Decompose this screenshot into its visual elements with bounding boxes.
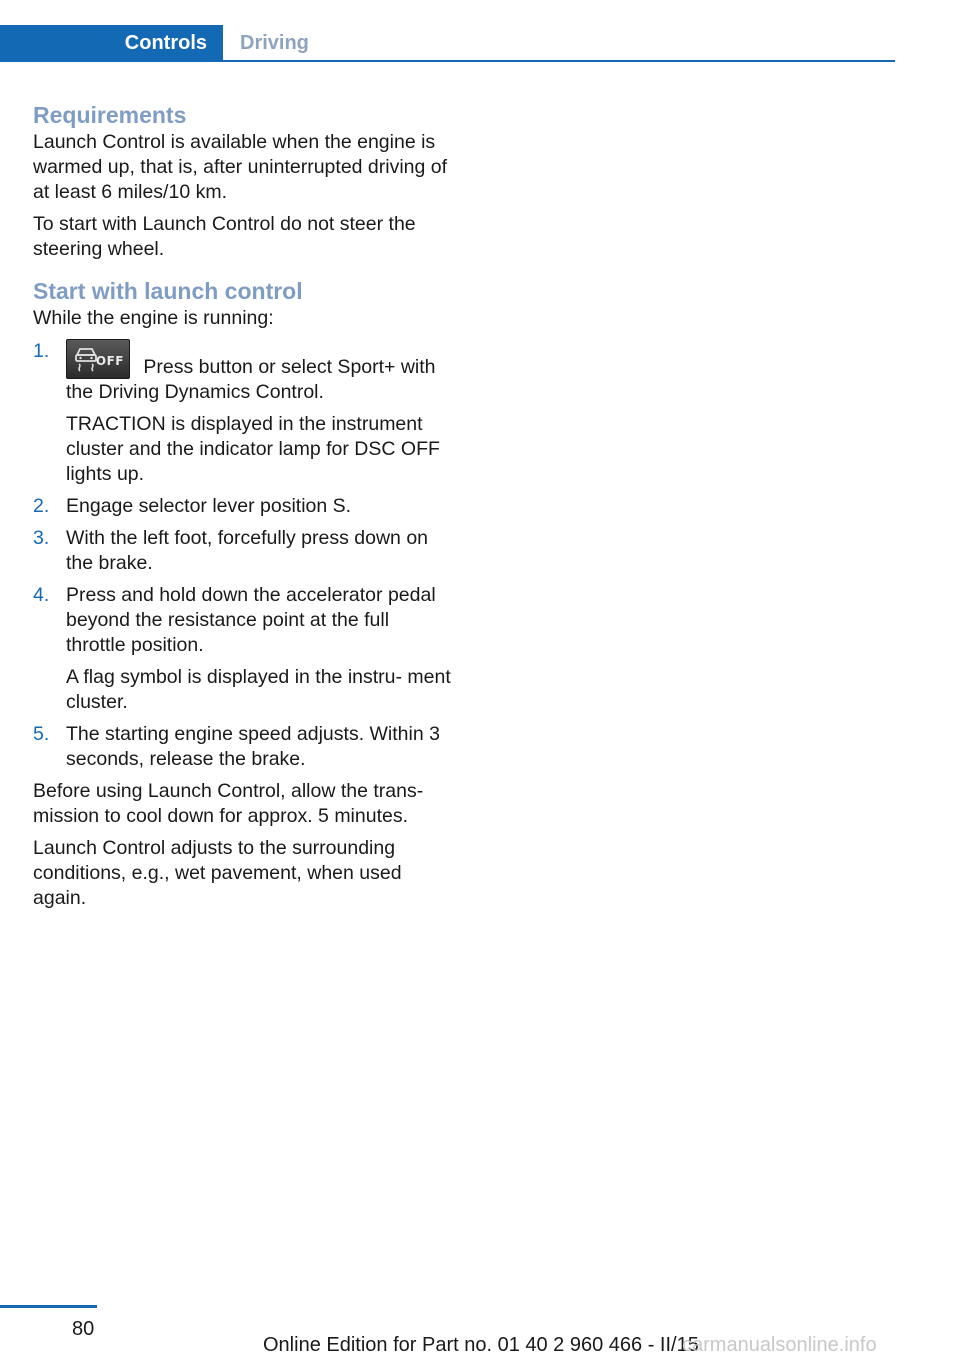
step-number: 5. [33,723,50,745]
steps-list [33,339,453,772]
step-text: Engage selector lever position S. [66,495,352,517]
list-item [33,494,453,519]
tab-driving[interactable]: Driving [240,31,309,54]
off-label: OFF [95,354,124,368]
list-item [33,583,453,715]
start-launch-control-heading: Start with launch control [33,278,303,304]
header-rule [0,60,895,62]
dsc-off-button-icon [66,339,130,379]
step-text: The starting engine speed adjusts. Within 3 seconds, release the brake. [66,723,440,770]
list-item [33,526,453,576]
list-item [33,722,453,772]
page-number: 80 [72,1318,95,1340]
step-subtext: A flag symbol is displayed in the instru‐ ment cluster. [66,666,451,713]
tab-controls[interactable]: Controls [0,25,223,61]
step-number: 1. [33,340,50,362]
page-content [33,100,453,918]
after-paragraph: Before using Launch Control, allow the trans‐ mission to cool down for approx. 5 minutes. [33,780,424,827]
footer-rule [0,1305,97,1308]
list-item [33,339,453,487]
chapter-tab-bar [0,25,895,63]
edition-text: Online Edition for Part no. 01 40 2 960 466 - II/15 [263,1334,699,1356]
step-number: 2. [33,495,50,517]
start-intro: While the engine is running: [33,307,274,329]
step-text: Press and hold down the accelerator pedal beyond the resistance point at the full throttle position. [66,584,436,656]
requirements-paragraph: To start with Launch Control do not steer the steering wheel. [33,213,416,260]
watermark: carmanualsonline.info [682,1334,877,1356]
step-number: 4. [33,584,50,606]
step-subtext: TRACTION is displayed in the instrument cluster and the indicator lamp for DSC OFF lights up. [66,413,440,485]
after-paragraph: Launch Control adjusts to the surrounding conditions, e.g., wet pavement, when used again. [33,837,402,909]
requirements-paragraph: Launch Control is available when the engine is warmed up, that is, after uninterrupted driving of at least 6 miles/10 km. [33,131,448,203]
requirements-heading: Requirements [33,102,187,128]
step-text: Press button or select Sport+ with the Driving Dynamics Control. [66,356,436,403]
step-text: With the left foot, forcefully press down on the brake. [66,527,429,574]
step-number: 3. [33,527,50,549]
